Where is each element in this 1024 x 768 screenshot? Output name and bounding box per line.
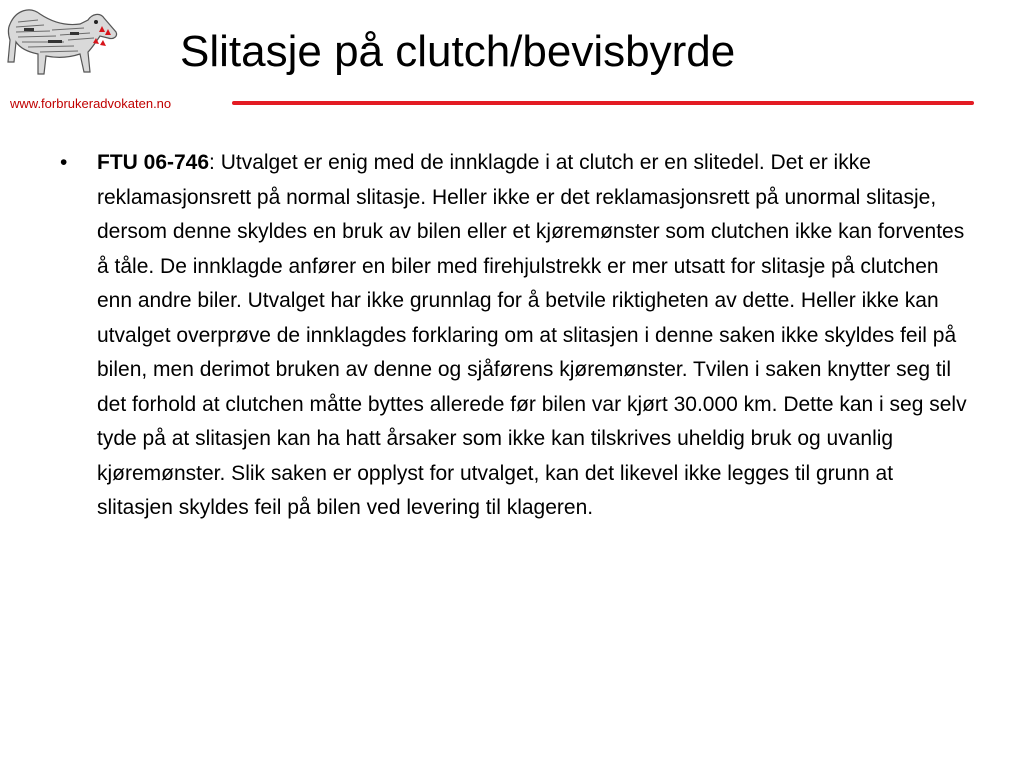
case-reference: FTU 06-746 <box>97 151 210 174</box>
header-divider <box>232 101 974 105</box>
bullet-marker: • <box>60 151 68 174</box>
site-url[interactable]: www.forbrukeradvokaten.no <box>10 96 172 111</box>
newspaper-wolf-logo-icon <box>4 2 124 94</box>
bullet-list <box>60 146 970 526</box>
list-item <box>60 146 970 526</box>
page-title: Slitasje på clutch/bevisbyrde <box>180 27 736 76</box>
slide-body <box>60 146 970 526</box>
bullet-text: : Utvalget er enig med de innklagde i at clutch er en slitedel. Det er ikke reklamasjonsrett på normal slitasje. Heller ikke er det reklamasjonsrett på unormal slitasje, dersom denne skyldes en bruk av bilen eller et kjøremønster som clutchen ikke kan forventes å tåle. De innklagde anfører en biler med firehjulstrekk er mer utsatt for slitasje på clutchen enn andre biler. Utvalget har ikke grunnlag for å betvile riktigheten av dette. Heller ikke kan utvalget overprøve de innklagdes forklaring om at slitasjen i denne saken ikke skyldes feil på bilen, men derimot bruken av denne og sjåførens kjøremønster. Tvilen i saken knytter seg til det forhold at clutchen måtte byttes allerede før bilen var kjørt 30.000 km. Dette kan i seg selv tyde på at slitasjen kan ha hatt årsaker som ikke kan tilskrives uheldig bruk og uvanlig kjøremønster. Slik saken er opplyst for utvalget, kan det likevel ikke legges til grunn at slitasjen skyldes feil på bilen ved levering til klageren. <box>97 151 967 519</box>
